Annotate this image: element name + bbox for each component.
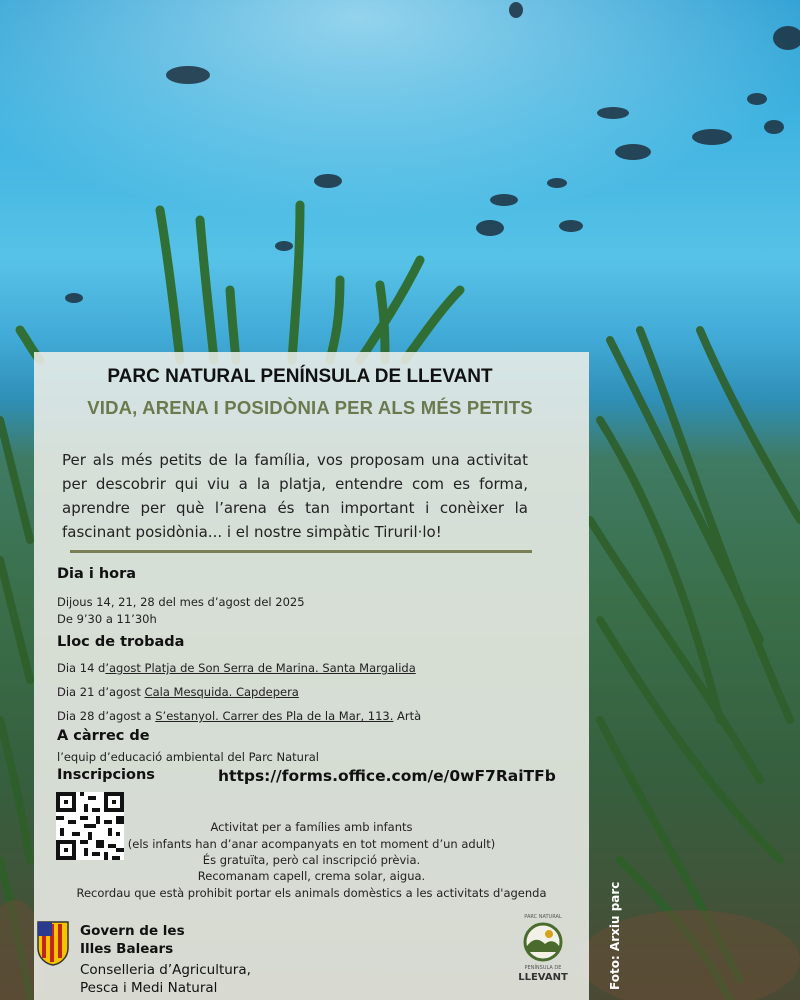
meeting-item-3-place: S’estanyol. Carrer des Pla de la Mar, 113. [155, 709, 394, 723]
govern-shield-icon [36, 920, 70, 970]
meeting-item-3-suffix: Artà [393, 709, 422, 723]
schedule-heading: Dia i hora [57, 566, 137, 582]
meeting-item-1 [57, 661, 416, 675]
organizer-heading: A càrrec de [57, 728, 150, 744]
organizer-text: l’equip d’educació ambiental del Parc Natural [57, 750, 319, 764]
meeting-heading: Lloc de trobada [57, 634, 185, 650]
meeting-item-2-prefix: Dia 21 d’agost [57, 685, 145, 699]
schedule-dates: Dijous 14, 21, 28 del mes d’agost del 2025 [57, 595, 305, 609]
note-accompanied: (els infants han d’anar acompanyats en tot moment d’un adult) [127, 837, 496, 851]
section-divider [70, 550, 532, 553]
intro-paragraph: Per als més petits de la família, vos proposam una activitat per descobrir qui viu a la platja, entendre com es forma, aprendre per què l’arena és tan important i conèixer la fascinant posidònia... i el nostre simpàtic Tiruril·lo! [62, 451, 528, 541]
park-title: PARC NATURAL PENÍNSULA DE LLEVANT [107, 366, 493, 387]
meeting-item-3-prefix: Dia 28 d’agost a [57, 709, 156, 723]
govern-line-1: Govern de les [80, 923, 185, 939]
meeting-item-1-prefix: Dia 14 d [57, 661, 106, 675]
parc-logo-top-text: PARC NATURAL [524, 914, 562, 920]
photo-credit: Foto: Arxiu parc [608, 881, 622, 990]
registration-heading: Inscripcions [57, 767, 155, 783]
govern-text-block [80, 922, 251, 997]
parc-logo-mid-text: PENÍNSULA DE [524, 965, 562, 971]
note-families: Activitat per a famílies amb infants [210, 820, 413, 834]
schedule-time: De 9’30 a 11’30h [57, 612, 157, 626]
parc-logo-bottom-text: LLEVANT [518, 972, 568, 983]
conselleria-line-2: Pesca i Medi Natural [80, 980, 218, 996]
note-free: És gratuïta, però cal inscripció prèvia. [202, 853, 421, 867]
parc-logo [515, 910, 571, 994]
registration-link[interactable]: https://forms.office.com/e/0wF7RaiTFb [218, 767, 556, 785]
note-pets: Recordau que està prohibit portar els animals domèstics a les activitats d'agenda [76, 886, 547, 900]
note-recommend: Recomanam capell, crema solar, aigua. [197, 869, 426, 883]
meeting-item-3 [57, 709, 421, 723]
conselleria-line-1: Conselleria d’Agricultura, [80, 962, 251, 978]
meeting-item-2 [57, 685, 299, 699]
meeting-item-2-place: Cala Mesquida. Capdepera [144, 685, 299, 699]
meeting-item-1-place: ’agost Platja de Son Serra de Marina. Santa Margalida [105, 661, 416, 675]
govern-line-2: Illes Balears [80, 941, 174, 957]
activity-title: VIDA, ARENA I POSIDÒNIA PER ALS MÉS PETITS [87, 397, 533, 418]
